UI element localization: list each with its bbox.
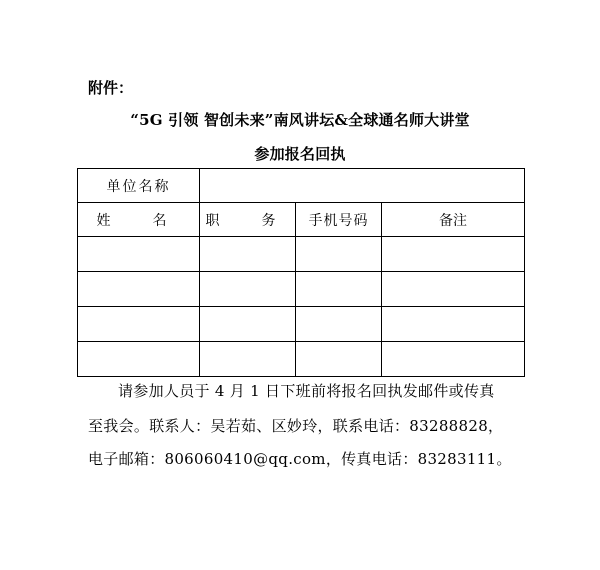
- unit-name-label: 单位名称: [78, 169, 200, 203]
- cell-remarks[interactable]: [382, 342, 525, 377]
- table-row: [78, 342, 525, 377]
- table-header-row: [78, 203, 525, 237]
- instruction-line-3: 电子邮箱：806060410@qq.com，传真电话：83283111。: [88, 450, 512, 468]
- cell-phone[interactable]: [296, 237, 382, 272]
- instruction-line-2: 至我会。联系人：吴若茹、区妙玲，联系电话：83288828，: [88, 417, 504, 435]
- unit-name-cell[interactable]: [200, 169, 525, 203]
- header-position: 职 务: [200, 203, 296, 237]
- cell-position[interactable]: [200, 272, 296, 307]
- cell-position[interactable]: [200, 307, 296, 342]
- cell-position[interactable]: [200, 237, 296, 272]
- cell-remarks[interactable]: [382, 307, 525, 342]
- registration-table: [77, 168, 525, 377]
- cell-position[interactable]: [200, 342, 296, 377]
- cell-name[interactable]: [78, 237, 200, 272]
- header-name: 姓 名: [78, 203, 200, 237]
- cell-phone[interactable]: [296, 272, 382, 307]
- table-row: [78, 272, 525, 307]
- cell-remarks[interactable]: [382, 272, 525, 307]
- document-title: “5G 引领 智创未来”南风讲坛&全球通名师大讲堂: [130, 111, 470, 129]
- instruction-line-1: 请参加人员于 4 月 1 日下班前将报名回执发邮件或传真: [118, 382, 495, 400]
- cell-name[interactable]: [78, 342, 200, 377]
- cell-remarks[interactable]: [382, 237, 525, 272]
- cell-phone[interactable]: [296, 307, 382, 342]
- cell-name[interactable]: [78, 307, 200, 342]
- table-row: [78, 307, 525, 342]
- table-row-unit: [78, 169, 525, 203]
- header-remarks: 备注: [382, 203, 525, 237]
- cell-name[interactable]: [78, 272, 200, 307]
- cell-phone[interactable]: [296, 342, 382, 377]
- attachment-label: 附件：: [88, 79, 134, 97]
- document-subtitle: 参加报名回执: [254, 145, 346, 163]
- header-phone: 手机号码: [296, 203, 382, 237]
- table-row: [78, 237, 525, 272]
